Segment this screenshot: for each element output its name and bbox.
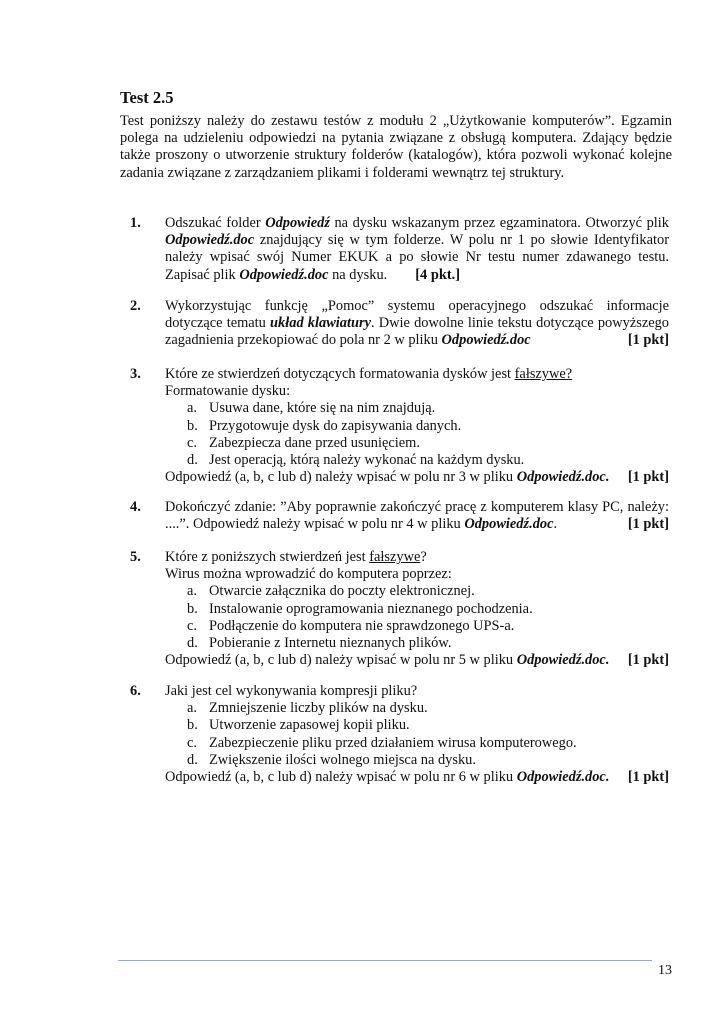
text: Odszukać folder xyxy=(165,215,266,231)
text: Odpowiedź (a, b, c lub d) należy wpisać w polu nr 6 w pliku xyxy=(165,769,517,786)
intro-line: zadania związane z zarządzaniem plikami i folderami wewnątrz tej struktury. xyxy=(120,164,565,181)
points: [1 pkt] xyxy=(627,769,669,786)
points: [1 pkt] xyxy=(627,652,669,669)
text xyxy=(165,769,609,786)
text: ? xyxy=(420,549,427,565)
question-line xyxy=(165,332,669,349)
option-text: Zabezpieczenie pliku przed działaniem wirusa komputerowego. xyxy=(209,734,577,751)
option-text: Zmniejszenie liczby plików na dysku. xyxy=(209,700,428,717)
question-number: 2. xyxy=(130,298,141,314)
option-letter: a. xyxy=(187,400,197,417)
question-line xyxy=(165,215,669,232)
text: ....”. Odpowiedź należy wpisać w polu nr 4 w pliku xyxy=(165,516,465,533)
text xyxy=(165,516,557,533)
file-name: Odpowiedź.doc xyxy=(464,516,554,533)
text xyxy=(165,332,531,349)
question-line xyxy=(165,366,669,383)
option-text: Jest operacją, którą należy wykonać na każdym dysku. xyxy=(209,452,525,469)
file-name: Odpowiedź.doc xyxy=(239,266,329,283)
question-line: Wirus można wprowadzić do komputera poprzez: xyxy=(165,566,452,583)
question-number: 5. xyxy=(130,549,141,565)
answer-line xyxy=(165,469,669,486)
option-c xyxy=(165,618,669,635)
question-body xyxy=(165,683,669,786)
option-text: Przygotowuje dysk do zapisywania danych. xyxy=(209,417,462,434)
text: . Dwie dowolne linie tekstu dotyczące powyższego xyxy=(370,315,669,332)
question-body xyxy=(165,499,669,533)
option-a xyxy=(165,400,669,417)
question-line xyxy=(165,267,669,284)
question-line: należy wpisać swój Numer EKUK a po słowie Nr testu numer zdawanego testu. xyxy=(165,249,669,266)
question-line xyxy=(165,232,669,249)
question-body xyxy=(165,215,669,284)
question-line: Wykorzystując funkcję „Pomoc” systemu operacyjnego odszukać informacje xyxy=(165,298,669,314)
option-text: Pobieranie z Internetu nieznanych plików. xyxy=(209,635,452,652)
option-d xyxy=(165,752,669,769)
option-letter: b. xyxy=(187,717,198,734)
points: [1 pkt] xyxy=(627,332,669,349)
page-title: Test 2.5 xyxy=(120,88,174,107)
option-letter: d. xyxy=(187,635,198,652)
option-letter: a. xyxy=(187,700,197,717)
question-line xyxy=(165,516,669,533)
option-letter: c. xyxy=(187,617,197,634)
question-line: Jaki jest cel wykonywania kompresji pliku? xyxy=(165,683,418,699)
option-letter: d. xyxy=(187,452,198,469)
option-b xyxy=(165,601,669,618)
intro-line: Test poniższy należy do zestawu testów z modułu 2 „Użytkowanie komputerów”. Egzamin xyxy=(120,113,672,129)
question-number: 3. xyxy=(130,366,141,382)
question-number: 1. xyxy=(130,215,141,231)
folder-name: Odpowiedź xyxy=(265,215,330,231)
text: Odpowiedź (a, b, c lub d) należy wpisać w polu nr 5 w pliku xyxy=(165,652,517,669)
question-line xyxy=(165,549,669,566)
question-line: Formatowanie dysku: xyxy=(165,383,291,400)
option-a xyxy=(165,583,669,600)
text xyxy=(165,652,609,669)
file-name: Odpowiedź.doc xyxy=(165,232,255,249)
question-number: 4. xyxy=(130,499,141,515)
underlined-word: fałszywe xyxy=(369,549,421,565)
text: na dysku wskazanym przez egzaminatora. Otworzyć plik xyxy=(329,215,670,231)
question-line xyxy=(165,315,669,332)
file-name: Odpowiedź.doc. xyxy=(516,769,610,786)
option-text: Usuwa dane, które się na nim znajdują. xyxy=(209,400,436,417)
question-line: Dokończyć zdanie: ”Aby poprawnie zakończyć pracę z komputerem klasy PC, należy: xyxy=(165,499,669,515)
question-body xyxy=(165,366,669,486)
topic-name: układ klawiatury xyxy=(270,315,371,332)
text: znajdujący się w tym folderze. W polu nr 1 po słowie Identyfikator xyxy=(254,232,669,249)
points: [4 pkt.] xyxy=(415,266,461,283)
points: [1 pkt] xyxy=(627,469,669,486)
option-text: Podłączenie do komputera nie sprawdzonego UPS-a. xyxy=(209,617,515,634)
text xyxy=(165,469,609,486)
option-letter: a. xyxy=(187,583,197,600)
option-c xyxy=(165,435,669,452)
text: Które ze stwierdzeń dotyczących formatowania dysków jest xyxy=(165,366,515,382)
page-number: 13 xyxy=(658,963,672,978)
question-body xyxy=(165,298,669,350)
text: na dysku. xyxy=(328,266,388,283)
option-letter: b. xyxy=(187,600,198,617)
option-b xyxy=(165,418,669,435)
file-name: Odpowiedź.doc xyxy=(441,332,531,349)
option-c xyxy=(165,735,669,752)
option-letter: c. xyxy=(187,434,197,451)
text: zagadnienia przekopiować do pola nr 2 w pliku xyxy=(165,332,442,349)
text: . xyxy=(553,516,558,533)
option-text: Instalowanie oprogramowania nieznanego pochodzenia. xyxy=(209,600,533,617)
text: Odpowiedź (a, b, c lub d) należy wpisać w polu nr 3 w pliku xyxy=(165,469,517,486)
text: dotyczące tematu xyxy=(165,315,271,332)
option-a xyxy=(165,700,669,717)
text: Które z poniższych stwierdzeń jest xyxy=(165,549,370,565)
footer-divider xyxy=(118,960,652,961)
option-text: Zabezpiecza dane przed usunięciem. xyxy=(209,434,420,451)
points: [1 pkt] xyxy=(627,516,669,533)
answer-line xyxy=(165,652,669,669)
option-d xyxy=(165,635,669,652)
answer-line xyxy=(165,769,669,786)
option-letter: c. xyxy=(187,734,197,751)
file-name: Odpowiedź.doc. xyxy=(516,469,610,486)
intro-line: polega na udzieleniu odpowiedzi na pytania związane z obsługą komputera. Zdający będzie xyxy=(120,130,672,147)
option-letter: b. xyxy=(187,417,198,434)
underlined-word: fałszywe? xyxy=(514,366,573,382)
question-body xyxy=(165,549,669,669)
option-letter: d. xyxy=(187,751,198,768)
option-text: Zwiększenie ilości wolnego miejsca na dysku. xyxy=(209,751,476,768)
option-b xyxy=(165,717,669,734)
question-number: 6. xyxy=(130,683,141,699)
intro-line: także proszony o utworzenie struktury folderów (katalogów), która pozwoli wykonać kolejne xyxy=(120,147,672,164)
file-name: Odpowiedź.doc. xyxy=(516,652,610,669)
option-d xyxy=(165,452,669,469)
option-text: Otwarcie załącznika do poczty elektronicznej. xyxy=(209,583,475,600)
intro-paragraph xyxy=(120,113,672,182)
text: Zapisać plik xyxy=(165,266,240,283)
option-text: Utworzenie zapasowej kopii pliku. xyxy=(209,717,410,734)
